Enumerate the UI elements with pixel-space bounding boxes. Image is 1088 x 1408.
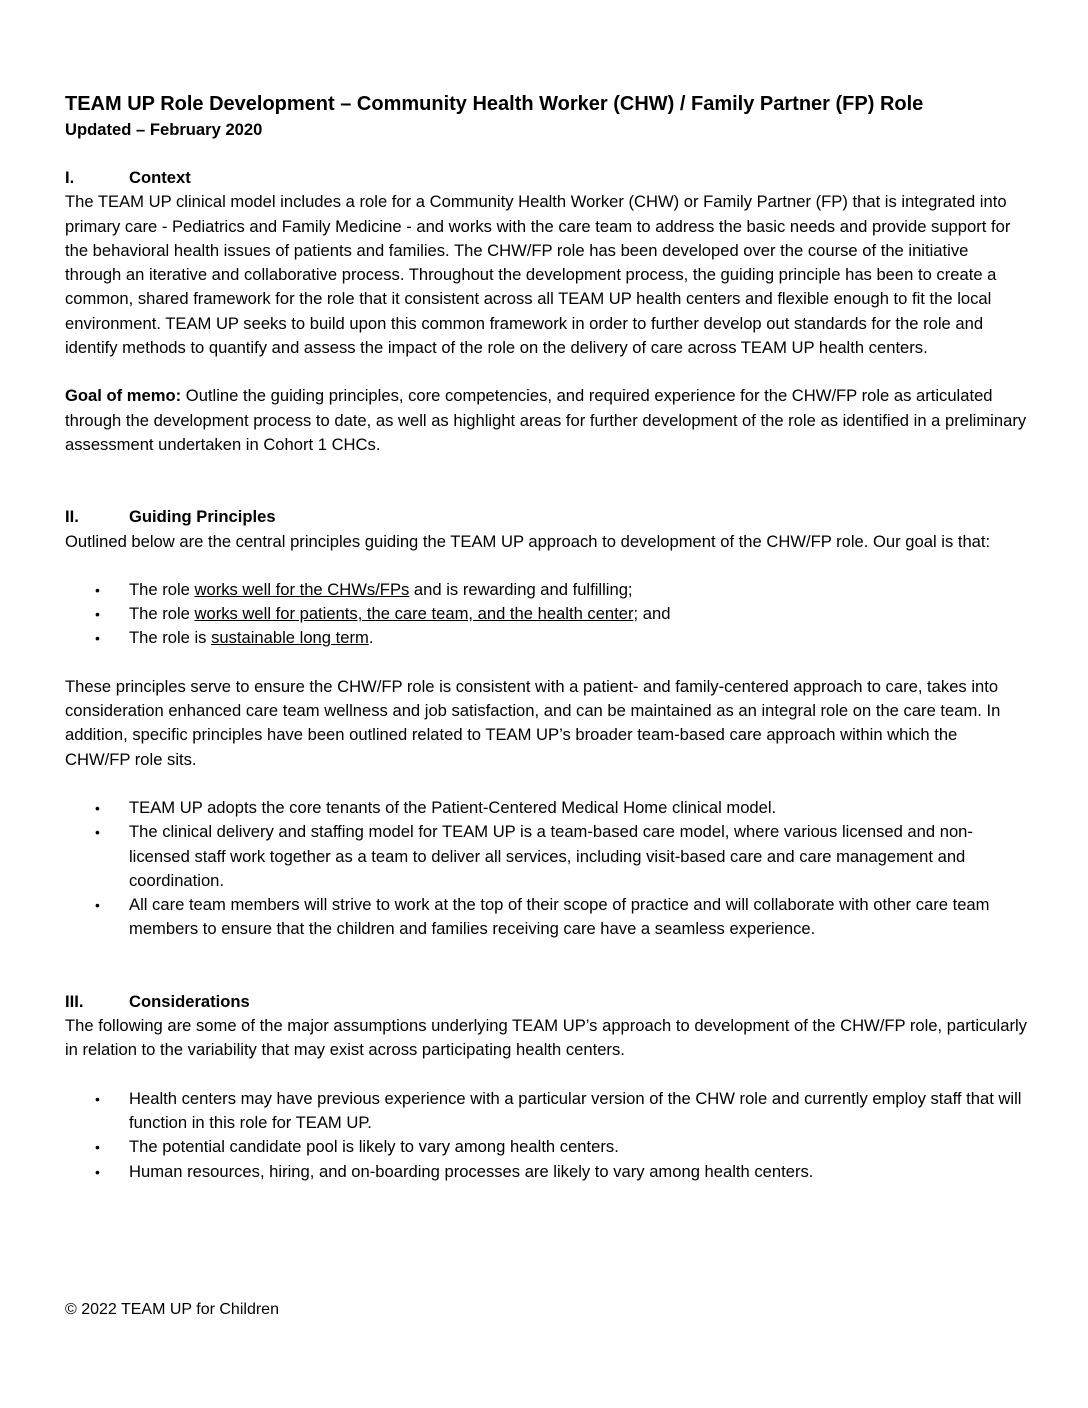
principles-list [65, 796, 1027, 942]
section-number: III. [65, 991, 84, 1011]
document-page [65, 90, 1027, 1208]
goal-of-memo-paragraph [65, 384, 1027, 457]
guiding-principles-intro: Outlined below are the central principles guiding the TEAM UP approach to development of the CHW/FP role. Our goal is that: [65, 531, 991, 551]
underlined-phrase: works well for the CHWs/FPs [194, 579, 410, 599]
section-title: Guiding Principles [129, 507, 276, 527]
list-item: • The role is sustainable long term. [65, 626, 1027, 650]
list-item: • The potential candidate pool is likely to vary among health centers. [65, 1135, 1027, 1159]
section-number: II. [65, 507, 79, 527]
section-heading-considerations [65, 990, 1027, 1014]
bullet-icon: • [95, 799, 100, 816]
bullet-icon: • [95, 1090, 100, 1107]
principles-paragraph: These principles serve to ensure the CHW/FP role is consistent with a patient- and family-centered approach to care, takes into consideration enhanced care team wellness and job satisfaction, and can be maintained as an integral role on the care team. In addition, specific principles have been outlined related to TEAM UP’s broader team-based care approach within which the CHW/FP role sits. [65, 676, 1001, 769]
list-item: • All care team members will strive to work at the top of their scope of practice and will collaborate with other care team members to ensure that the children and families receiving care have a seamless experience. [95, 895, 990, 939]
bullet-icon: • [95, 1163, 100, 1180]
bullet-icon: • [95, 606, 100, 623]
document-subtitle: Updated – February 2020 [65, 120, 263, 139]
bullet-icon: • [95, 1139, 100, 1156]
section-title: Considerations [129, 991, 250, 1011]
underlined-phrase: sustainable long term [211, 628, 369, 648]
page-footer: © 2022 TEAM UP for Children [65, 1301, 279, 1318]
bullet-icon: • [95, 581, 100, 598]
section-heading-context [65, 166, 1027, 190]
considerations-intro: The following are some of the major assumptions underlying TEAM UP’s approach to development of the CHW/FP role, particularly in relation to the variability that may exist across participating health centers. [65, 1016, 1027, 1060]
list-item: • The role works well for the CHWs/FPs and is rewarding and fulfilling; [65, 578, 1027, 602]
goal-label: Goal of memo: [65, 386, 182, 406]
bullet-icon: • [95, 897, 100, 914]
bullet-icon: • [95, 824, 100, 841]
list-item: • The role works well for patients, the care team, and the health center; and [65, 602, 1027, 626]
section-number: I. [65, 168, 75, 187]
goals-list [65, 578, 1027, 651]
considerations-list [65, 1087, 1027, 1184]
goal-text: Outline the guiding principles, core competencies, and required experience for the CHW/FP role as articulated through the development process to date, as well as highlight areas for further development of the role as identified in a preliminary assessment undertaken in Cohort 1 CHCs. [65, 386, 1027, 454]
underlined-phrase: works well for patients, the care team, and the health center [194, 604, 634, 624]
list-item: • Human resources, hiring, and on-boarding processes are likely to vary among health centers. [65, 1160, 1027, 1184]
context-paragraph: The TEAM UP clinical model includes a role for a Community Health Worker (CHW) or Family Partner (FP) that is integrated into primary care - Pediatrics and Family Medicine - and works with the care team to address the basic needs and provide support for the behavioral health issues of patients and families. The CHW/FP role has been developed over the course of the initiative through an iterative and collaborative process. Throughout the development process, the guiding principle has been to create a common, shared framework for the role that it consistent across all TEAM UP health centers and flexible enough to fit the local environment. TEAM UP seeks to build upon this common framework in order to further develop out standards for the role and identify methods to quantify and assess the impact of the role on the delivery of care across TEAM UP health centers. [65, 192, 1011, 358]
list-item: • Health centers may have previous experience with a particular version of the CHW role and currently employ staff that will function in this role for TEAM UP. [95, 1088, 1022, 1132]
list-item: • The clinical delivery and staffing model for TEAM UP is a team-based care model, where various licensed and non-licensed staff work together as a team to deliver all services, including visit-based care and care management and coordination. [95, 822, 973, 890]
document-title: TEAM UP Role Development – Community Health Worker (CHW) / Family Partner (FP) Role [65, 93, 924, 115]
list-item: • TEAM UP adopts the core tenants of the Patient-Centered Medical Home clinical model. [65, 796, 1027, 820]
bullet-icon: • [95, 630, 100, 647]
section-title: Context [129, 168, 191, 187]
section-heading-guiding-principles [65, 505, 1027, 529]
